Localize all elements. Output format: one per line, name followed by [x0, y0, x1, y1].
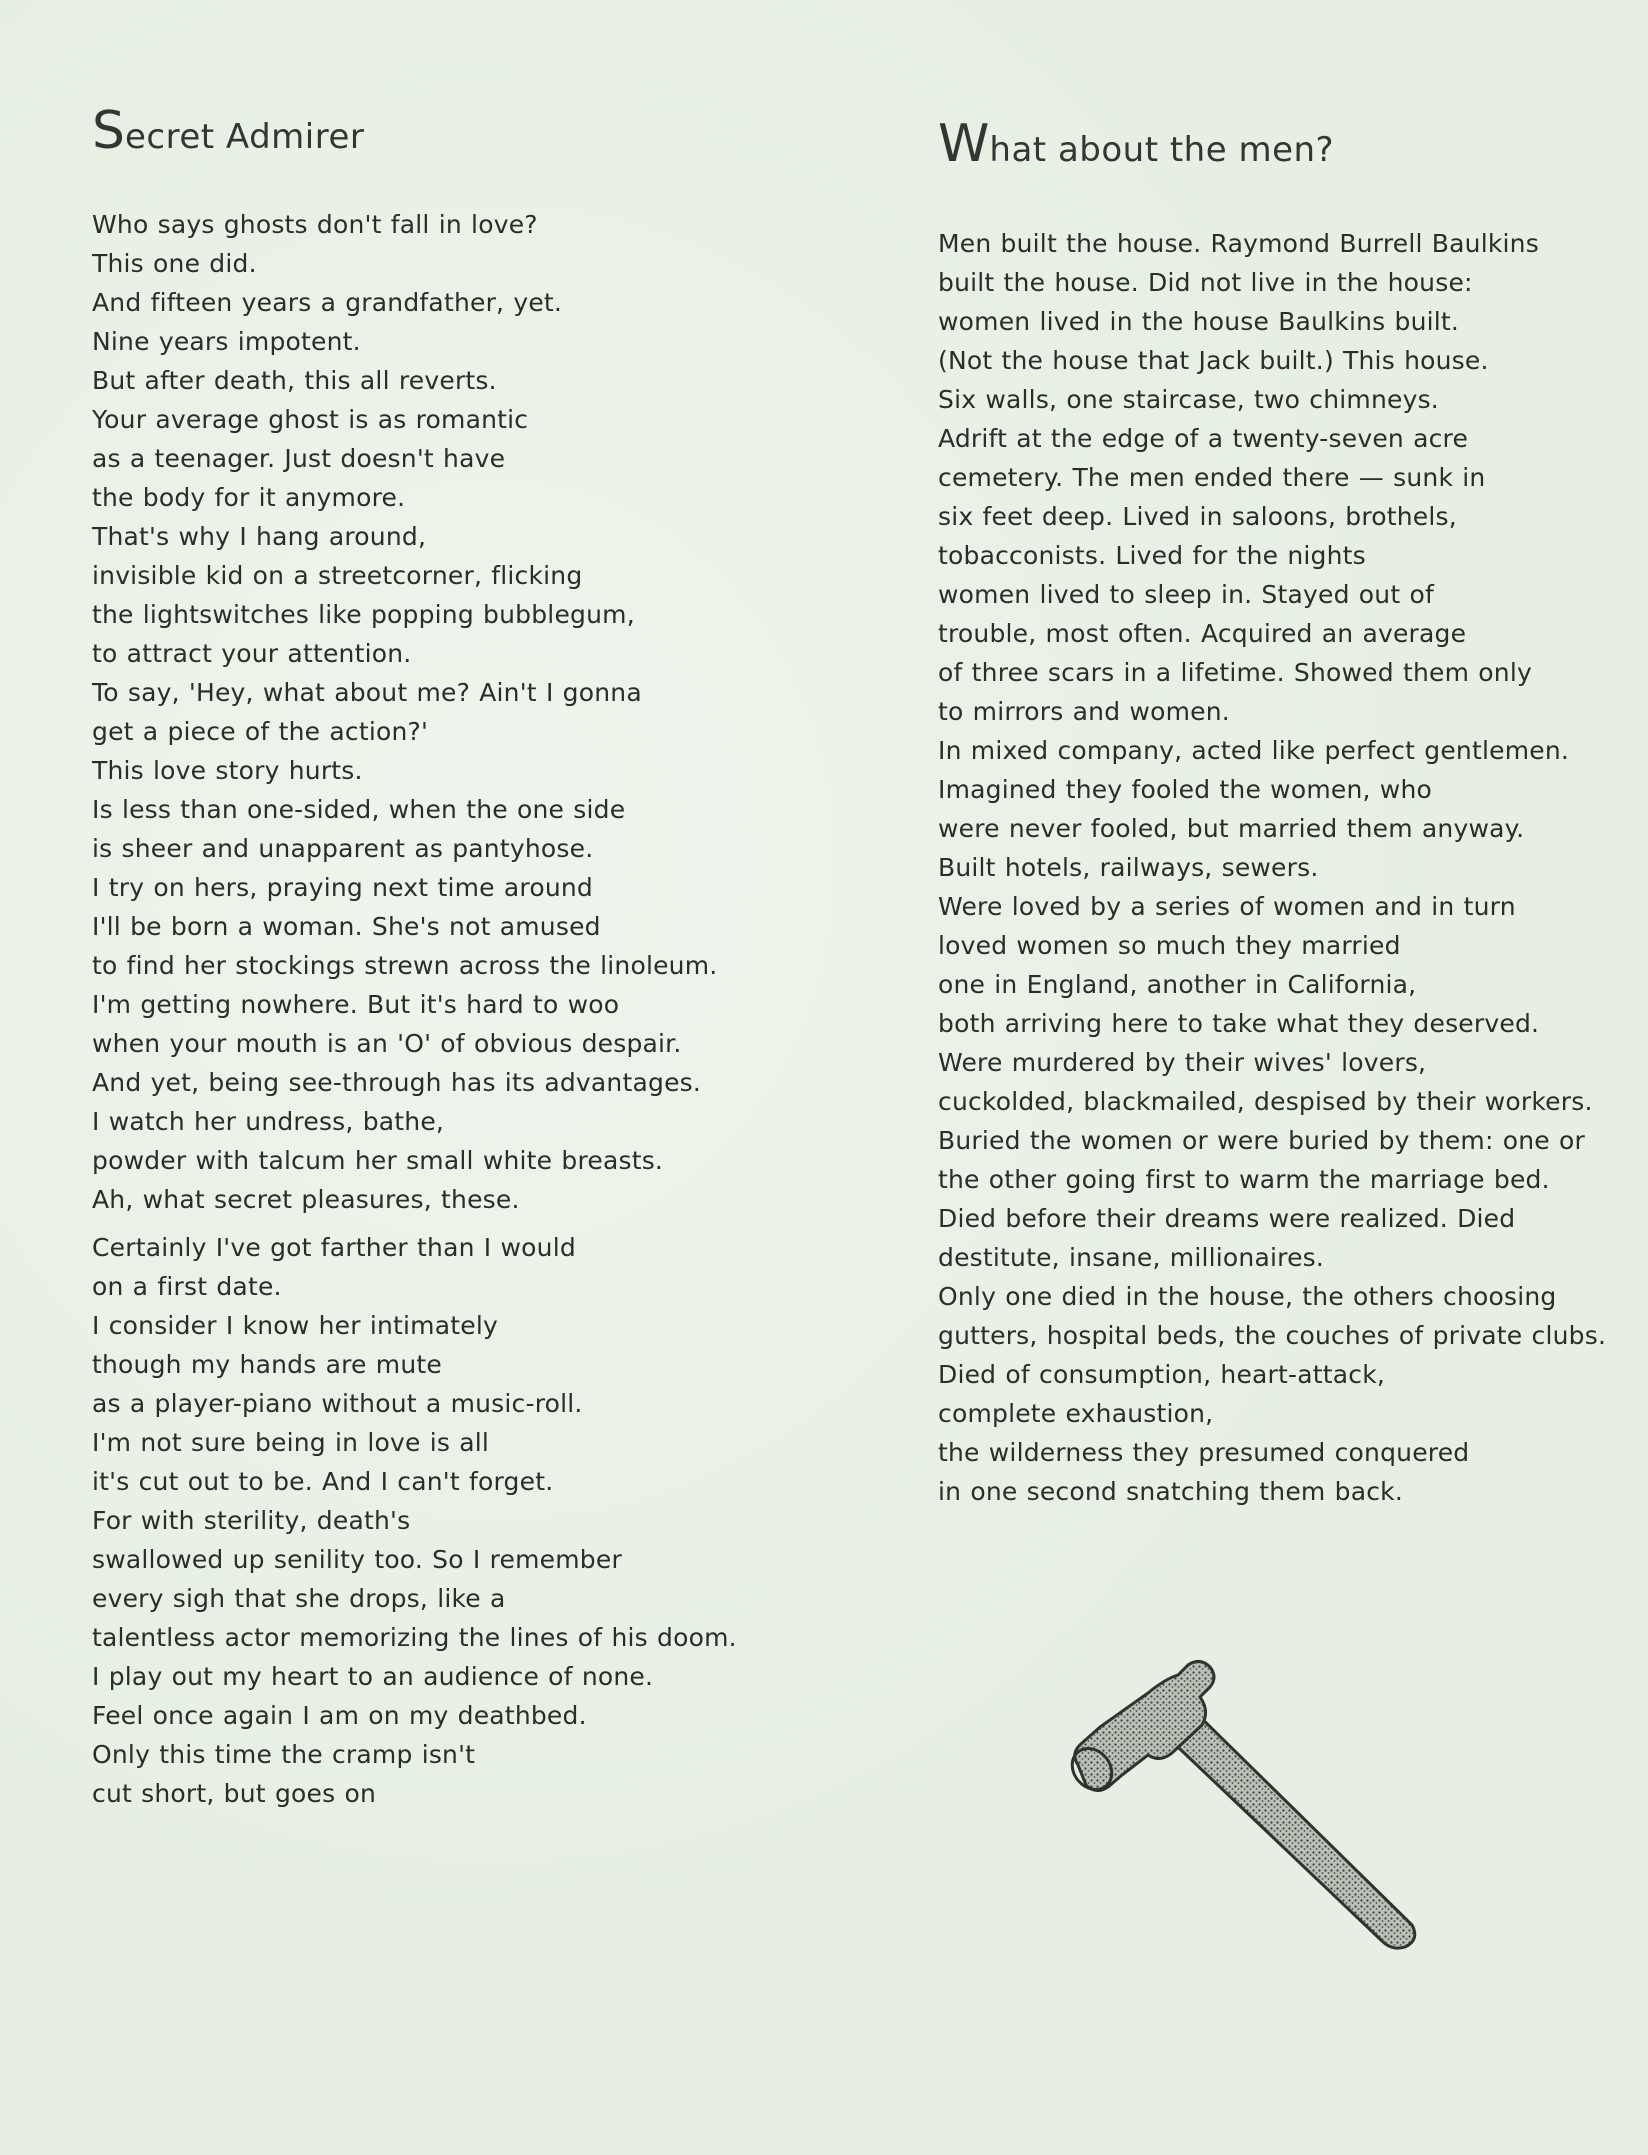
poem-line: cemetery. The men ended there — sunk in	[938, 463, 1486, 492]
poem-line: six feet deep. Lived in saloons, brothels,	[938, 502, 1457, 531]
poem-line: gutters, hospital beds, the couches of private clubs.	[938, 1321, 1607, 1350]
poem-line: powder with talcum her small white breasts.	[92, 1146, 664, 1175]
poem-line: In mixed company, acted like perfect gentlemen.	[938, 736, 1570, 765]
poem-line: I watch her undress, bathe,	[92, 1107, 445, 1136]
poem-line: the body for it anymore.	[92, 483, 406, 512]
poem-line: tobacconists. Lived for the nights	[938, 541, 1366, 570]
poem-line: Built hotels, railways, sewers.	[938, 853, 1319, 882]
poem-line: Died of consumption, heart-attack,	[938, 1360, 1386, 1389]
poem-line: the lightswitches like popping bubblegum,	[92, 600, 635, 629]
poem-line: invisible kid on a streetcorner, flicking	[92, 561, 583, 590]
poem-line: Imagined they fooled the women, who	[938, 775, 1432, 804]
poem-line: cut short, but goes on	[92, 1779, 376, 1808]
poem-line: Only this time the cramp isn't	[92, 1740, 476, 1769]
poem-line: Were murdered by their wives' lovers,	[938, 1048, 1427, 1077]
poem-line: women lived in the house Baulkins built.	[938, 307, 1460, 336]
title-rest: hat about the men?	[989, 130, 1335, 170]
poem-line: as a teenager. Just doesn't have	[92, 444, 506, 473]
poem-line: every sigh that she drops, like a	[92, 1584, 506, 1613]
poem-line: cuckolded, blackmailed, despised by their workers.	[938, 1087, 1593, 1116]
poem-line: on a first date.	[92, 1272, 282, 1301]
poem-line: to mirrors and women.	[938, 697, 1230, 726]
poem-line: Is less than one-sided, when the one side	[92, 795, 626, 824]
poem-title-what-about-the-men	[938, 114, 1638, 174]
poem-line: though my hands are mute	[92, 1350, 442, 1379]
poem-line: Died before their dreams were realized. Died	[938, 1204, 1516, 1233]
poem-line: That's why I hang around,	[92, 522, 427, 551]
poem-line: to find her stockings strewn across the linoleum.	[92, 951, 718, 980]
poem-line: women lived to sleep in. Stayed out of	[938, 580, 1434, 609]
poem-line: I'll be born a woman. She's not amused	[92, 912, 601, 941]
poem-line: I consider I know her intimately	[92, 1311, 498, 1340]
poem-line: Nine years impotent.	[92, 327, 361, 356]
poem-line: Only one died in the house, the others choosing	[938, 1282, 1557, 1311]
poem-line: complete exhaustion,	[938, 1399, 1214, 1428]
poem-line: This one did.	[92, 249, 257, 278]
poem-body	[92, 205, 792, 1813]
poem-line: one in England, another in California,	[938, 970, 1417, 999]
poem-line: the wilderness they presumed conquered	[938, 1438, 1470, 1467]
poem-line: when your mouth is an 'O' of obvious despair.	[92, 1029, 682, 1058]
poem-line: it's cut out to be. And I can't forget.	[92, 1467, 554, 1496]
poem-line: loved women so much they married	[938, 931, 1401, 960]
title-rest: ecret Admirer	[125, 117, 365, 157]
poem-title-secret-admirer	[92, 101, 792, 161]
title-initial: S	[92, 101, 126, 161]
poem-line: trouble, most often. Acquired an average	[938, 619, 1467, 648]
poem-line: Six walls, one staircase, two chimneys.	[938, 385, 1439, 414]
poem-line: And fifteen years a grandfather, yet.	[92, 288, 563, 317]
poem-line: Buried the women or were buried by them: one or	[938, 1126, 1586, 1155]
poem-line: Certainly I've got farther than I would	[92, 1233, 576, 1262]
poem-line: Feel once again I am on my deathbed.	[92, 1701, 587, 1730]
poem-line: To say, 'Hey, what about me? Ain't I gonna	[92, 678, 642, 707]
poem-line: I'm getting nowhere. But it's hard to woo	[92, 990, 620, 1019]
poem-line: Who says ghosts don't fall in love?	[92, 210, 538, 239]
poem-body	[938, 224, 1638, 1511]
poem-line: Your average ghost is as romantic	[92, 405, 529, 434]
stanza-1	[92, 205, 792, 1219]
poem-line: get a piece of the action?'	[92, 717, 429, 746]
stanza-2	[92, 1228, 792, 1813]
title-initial: W	[938, 114, 990, 174]
poem-line: talentless actor memorizing the lines of his doom.	[92, 1623, 737, 1652]
poem-line: This love story hurts.	[92, 756, 363, 785]
stanza-gap	[92, 1219, 792, 1228]
poem-line: is sheer and unapparent as pantyhose.	[92, 834, 594, 863]
poem-line: I play out my heart to an audience of none.	[92, 1662, 654, 1691]
what-about-the-men-poem	[938, 114, 1638, 1511]
poem-line: as a player-piano without a music-roll.	[92, 1389, 583, 1418]
poem-line: I try on hers, praying next time around	[92, 873, 593, 902]
poem-line: Ah, what secret pleasures, these.	[92, 1185, 520, 1214]
poem-line: Were loved by a series of women and in turn	[938, 892, 1516, 921]
poem-line: swallowed up senility too. So I remember	[92, 1545, 622, 1574]
poem-line: built the house. Did not live in the house:	[938, 268, 1473, 297]
poem-line: But after death, this all reverts.	[92, 366, 497, 395]
poem-line: Men built the house. Raymond Burrell Baulkins	[938, 229, 1539, 258]
poem-line: destitute, insane, millionaires.	[938, 1243, 1325, 1272]
poem-line: to attract your attention.	[92, 639, 412, 668]
stanza-1	[938, 224, 1638, 1511]
hammer-illustration-icon	[1060, 1635, 1440, 1955]
poem-line: in one second snatching them back.	[938, 1477, 1403, 1506]
poem-line: And yet, being see-through has its advantages.	[92, 1068, 702, 1097]
poem-line: Adrift at the edge of a twenty-seven acre	[938, 424, 1469, 453]
poem-line: the other going first to warm the marriage bed.	[938, 1165, 1550, 1194]
poem-line: For with sterility, death's	[92, 1506, 411, 1535]
poem-line: both arriving here to take what they deserved.	[938, 1009, 1540, 1038]
secret-admirer-poem	[92, 101, 792, 1813]
poem-line: I'm not sure being in love is all	[92, 1428, 490, 1457]
poem-line: were never fooled, but married them anyway.	[938, 814, 1525, 843]
poem-line: (Not the house that Jack built.) This house.	[938, 346, 1489, 375]
poem-line: of three scars in a lifetime. Showed them only	[938, 658, 1532, 687]
